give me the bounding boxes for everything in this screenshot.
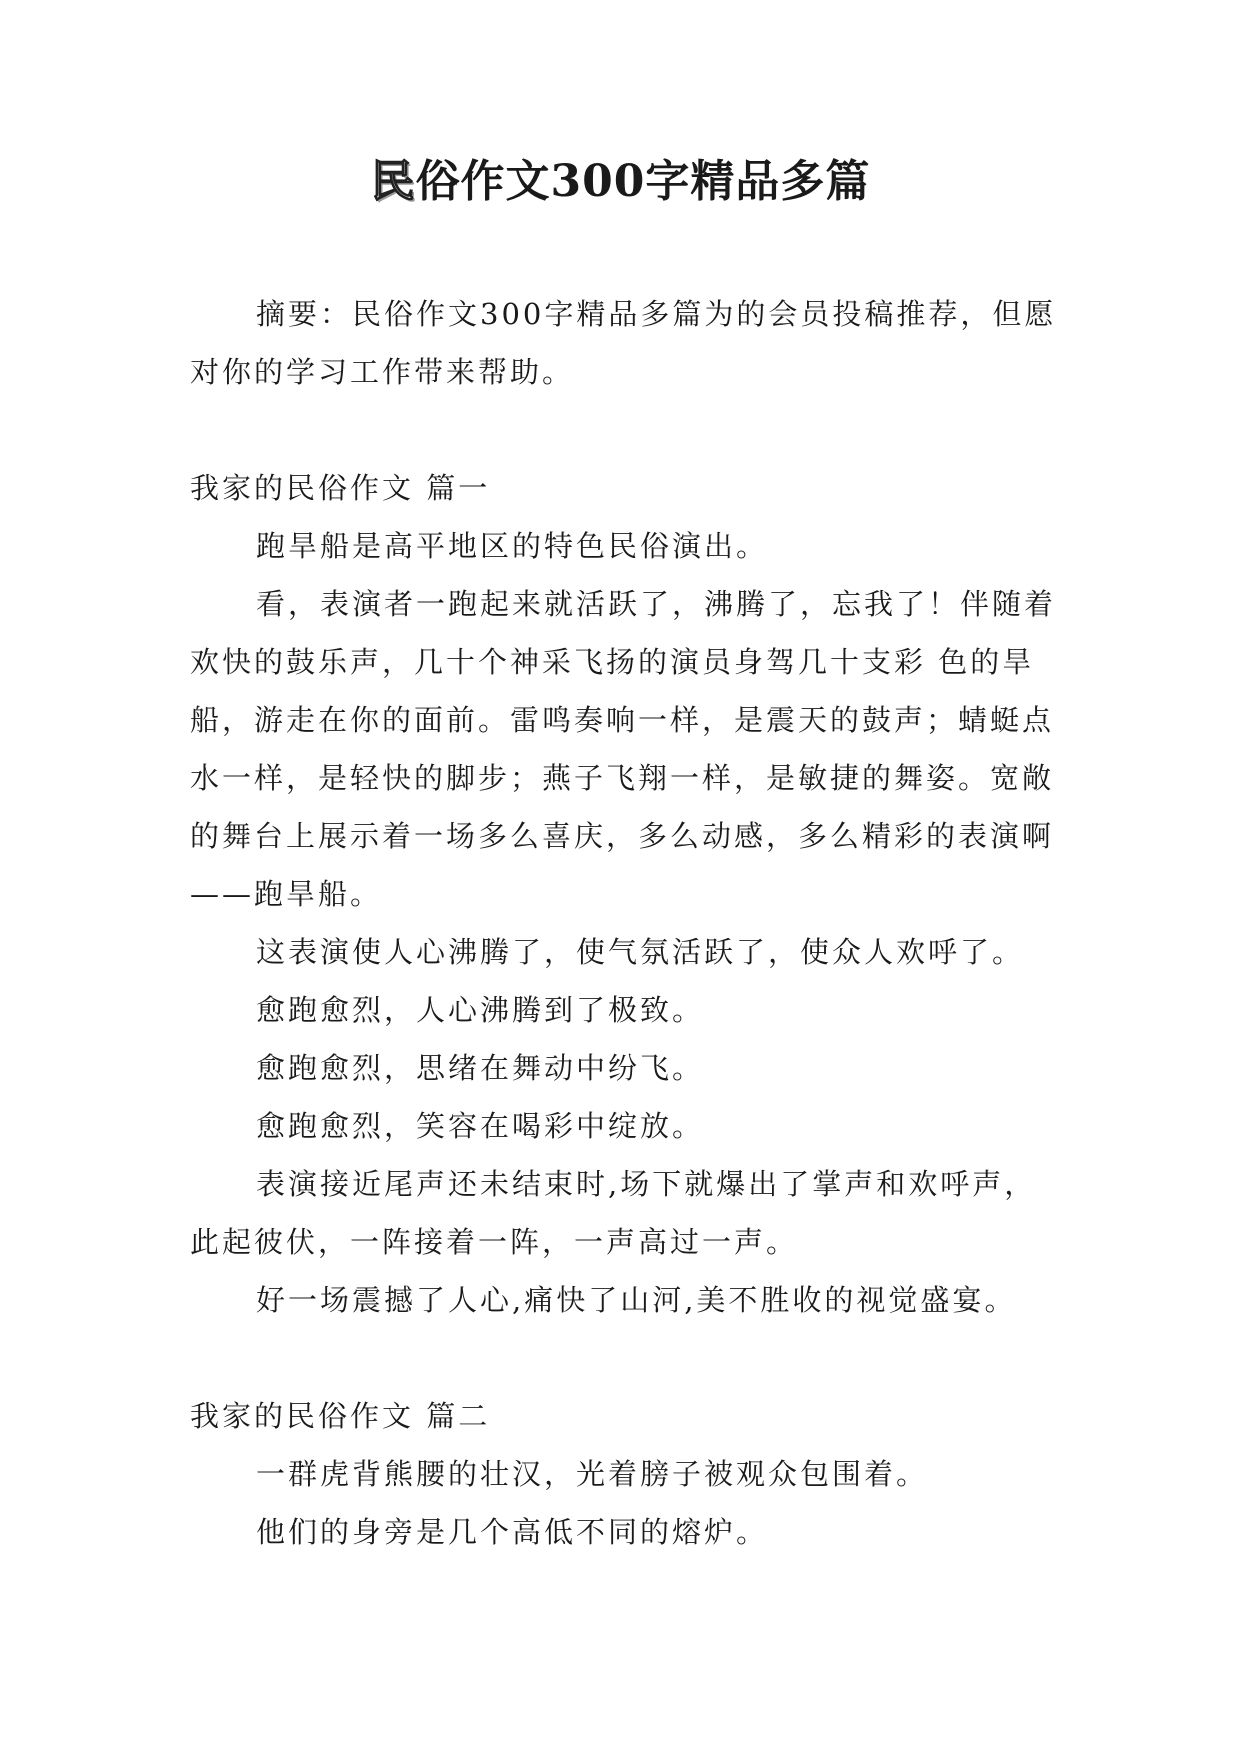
abstract-paragraph: 摘要：民俗作文300字精品多篇为的会员投稿推荐，但愿对你的学习工作带来帮助。 [190, 297, 1057, 389]
section-1-paragraph: 愈跑愈烈，人心沸腾到了极致。 [256, 993, 705, 1027]
title-rest: 俗作文300字精品多篇 [415, 156, 871, 207]
section-1-paragraph: 愈跑愈烈，思绪在舞动中纷飞。 [256, 1051, 705, 1085]
section-1-paragraph: 这表演使人心沸腾了，使气氛活跃了，使众人欢呼了。 [256, 935, 1025, 969]
section-1-paragraph: 表演接近尾声还未结束时,场下就爆出了掌声和欢呼声，此起彼伏，一阵接着一阵，一声高过一声。 [190, 1167, 1037, 1259]
spacer [190, 401, 1060, 459]
section-1-paragraph: 跑旱船是高平地区的特色民俗演出。 [256, 529, 769, 563]
section-2-heading: 我家的民俗作文 篇二 [190, 1399, 491, 1433]
section-1-heading: 我家的民俗作文 篇一 [190, 471, 491, 505]
spacer [190, 1329, 1060, 1387]
section-2-paragraph: 他们的身旁是几个高低不同的熔炉。 [256, 1515, 769, 1549]
section-1-paragraph: 愈跑愈烈，笑容在喝彩中绽放。 [256, 1109, 705, 1143]
section-2-paragraph: 一群虎背熊腰的壮汉，光着膀子被观众包围着。 [256, 1457, 929, 1491]
document-body [190, 285, 1060, 1561]
section-1-paragraph: 看，表演者一跑起来就活跃了，沸腾了，忘我了！伴随着欢快的鼓乐声，几十个神采飞扬的演员身驾几十支彩 色的旱船，游走在你的面前。雷鸣奏响一样，是震天的鼓声；蜻蜓点水一样，是轻快的脚步；燕子飞翔一样，是敏捷的舞姿。宽敞的舞台上展示着一场多么喜庆，多么动感，多么精彩的表演啊——跑旱船。 [190, 587, 1057, 911]
section-1-paragraph: 好一场震撼了人心,痛快了山河,美不胜收的视觉盛宴。 [256, 1283, 1017, 1317]
document-title [0, 152, 1241, 212]
title-first-char: 民 [370, 156, 416, 207]
